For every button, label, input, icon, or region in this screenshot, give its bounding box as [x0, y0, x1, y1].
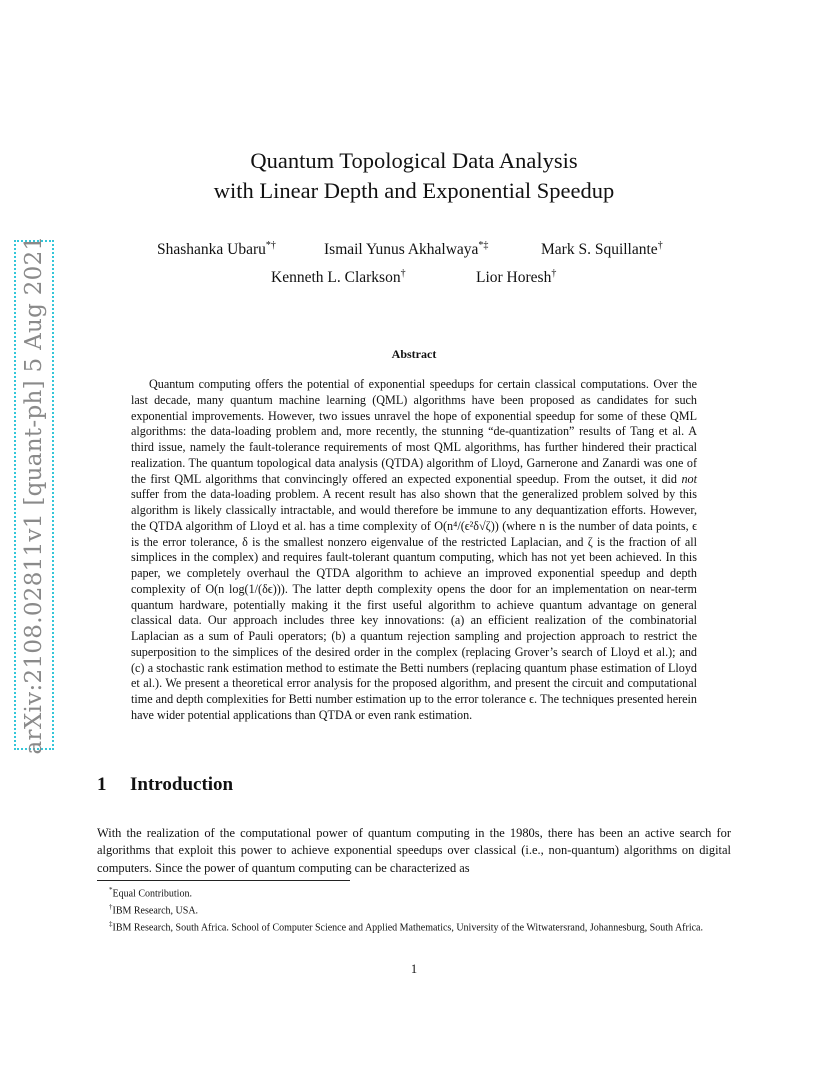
introduction-body: With the realization of the computational power of quantum computing in the 1980s, there has been an active search for algorithms that exploit this power to achieve exponential speedups over classical (i.e., non-quantum) algorithms on digital computers. Since the power of quantum computing can be characterized as: [97, 826, 731, 875]
author-4: Kenneth L. Clarkson†: [271, 268, 406, 287]
footnote-2: †IBM Research, USA.: [109, 903, 199, 917]
author-3: Mark S. Squillante†: [541, 240, 663, 259]
footnote-1: *Equal Contribution.: [109, 886, 192, 900]
section-title: Introduction: [130, 774, 234, 795]
paper-title-line-2: with Linear Depth and Exponential Speedup: [213, 178, 615, 203]
section-heading-introduction: [97, 774, 233, 796]
author-4-marks: †: [400, 268, 406, 279]
author-1-marks: *†: [265, 240, 276, 251]
abstract-heading: Abstract: [391, 347, 437, 361]
abstract-emphasis: not: [681, 471, 697, 486]
section-number: 1: [97, 774, 107, 795]
author-2-marks: *‡: [478, 240, 489, 251]
footnote-rule: [97, 880, 350, 881]
author-5: Lior Horesh†: [476, 268, 557, 287]
abstract-body: Quantum computing offers the potential of exponential speedups for certain classical computations. Over the last decade, many quantum machine learning (QML) algorithms have been proposed as candidates for such exponential improvements. However, two issues unravel the hope of exponential speedup for some of these QML algorithms: the data-loading problem and, more recently, the stunning “de-quantization” results of Tang et al. A third issue, namely the fault-tolerance requirements of most QML algorithms, has further hindered their practical realization. The quantum topological data analysis (QTDA) algorithm of Lloyd, Garnerone and Zanardi was one of the first QML algorithms that convincingly offered an expected exponential speedup. From the outset, it did not suffer from the data-loading problem. A recent result has also shown that the generalized problem solved by this algorithm is likely classically intractable, and would therefore be immune to any dequantization efforts. However, the QTDA algorithm of Lloyd et al. has a time complexity of O(n⁴/(ϵ²δ√ζ)) (where n is the number of data points, ϵ is the error tolerance, δ is the smallest nonzero eigenvalue of the restricted Laplacian, and ζ is the fraction of all simplices in the complex) and requires fault-tolerant quantum computing, which has not yet been achieved. In this paper, we completely overhaul the QTDA algorithm to achieve an improved exponential speedup and depth complexity of O(n log(1/(δϵ))). The latter depth complexity opens the door for an implementation on near-term quantum hardware, potentially making it the first useful algorithm to achieve quantum advantage on general classical data. Our approach includes three key innovations: (a) an efficient realization of the combinatorial Laplacian as a sum of Pauli operators; (b) a quantum rejection sampling and projection approach to restrict the superposition to the simplices of the desired order in the complex (replacing Grover’s search of Lloyd et al.); and (c) a stochastic rank estimation method to estimate the Betti numbers (replacing quantum phase estimation of Lloyd et al.). We present a theoretical error analysis for the proposed algorithm, and present the circuit and computational time and depth complexities for Betti number estimation up to the error tolerance ϵ. The techniques presented herein have wider potential applications than QTDA or even rank estimation.: [131, 377, 697, 722]
author-2: Ismail Yunus Akhalwaya*‡: [324, 240, 489, 259]
author-3-marks: †: [657, 240, 663, 251]
footnotes: [97, 884, 731, 935]
arxiv-identifier-text: arXiv:2108.02811v1 [quant-ph] 5 Aug 2021: [21, 235, 47, 755]
page-number: 1: [410, 962, 418, 976]
footnote-3: ‡IBM Research, South Africa. School of Computer Science and Applied Mathematics, University of the Witwatersrand, Johannesburg, South Africa.: [109, 920, 703, 934]
arxiv-identifier-stamp: [14, 235, 54, 755]
complexity-formula-new: O(n log(1/(δϵ))): [205, 581, 285, 596]
author-5-marks: †: [551, 268, 557, 279]
author-1: Shashanka Ubaru*†: [157, 240, 276, 259]
paper-title: [140, 146, 688, 206]
paper-title-line-1: Quantum Topological Data Analysis: [250, 148, 578, 173]
complexity-formula-lloyd: O(n⁴/(ϵ²δ√ζ)): [434, 518, 499, 533]
